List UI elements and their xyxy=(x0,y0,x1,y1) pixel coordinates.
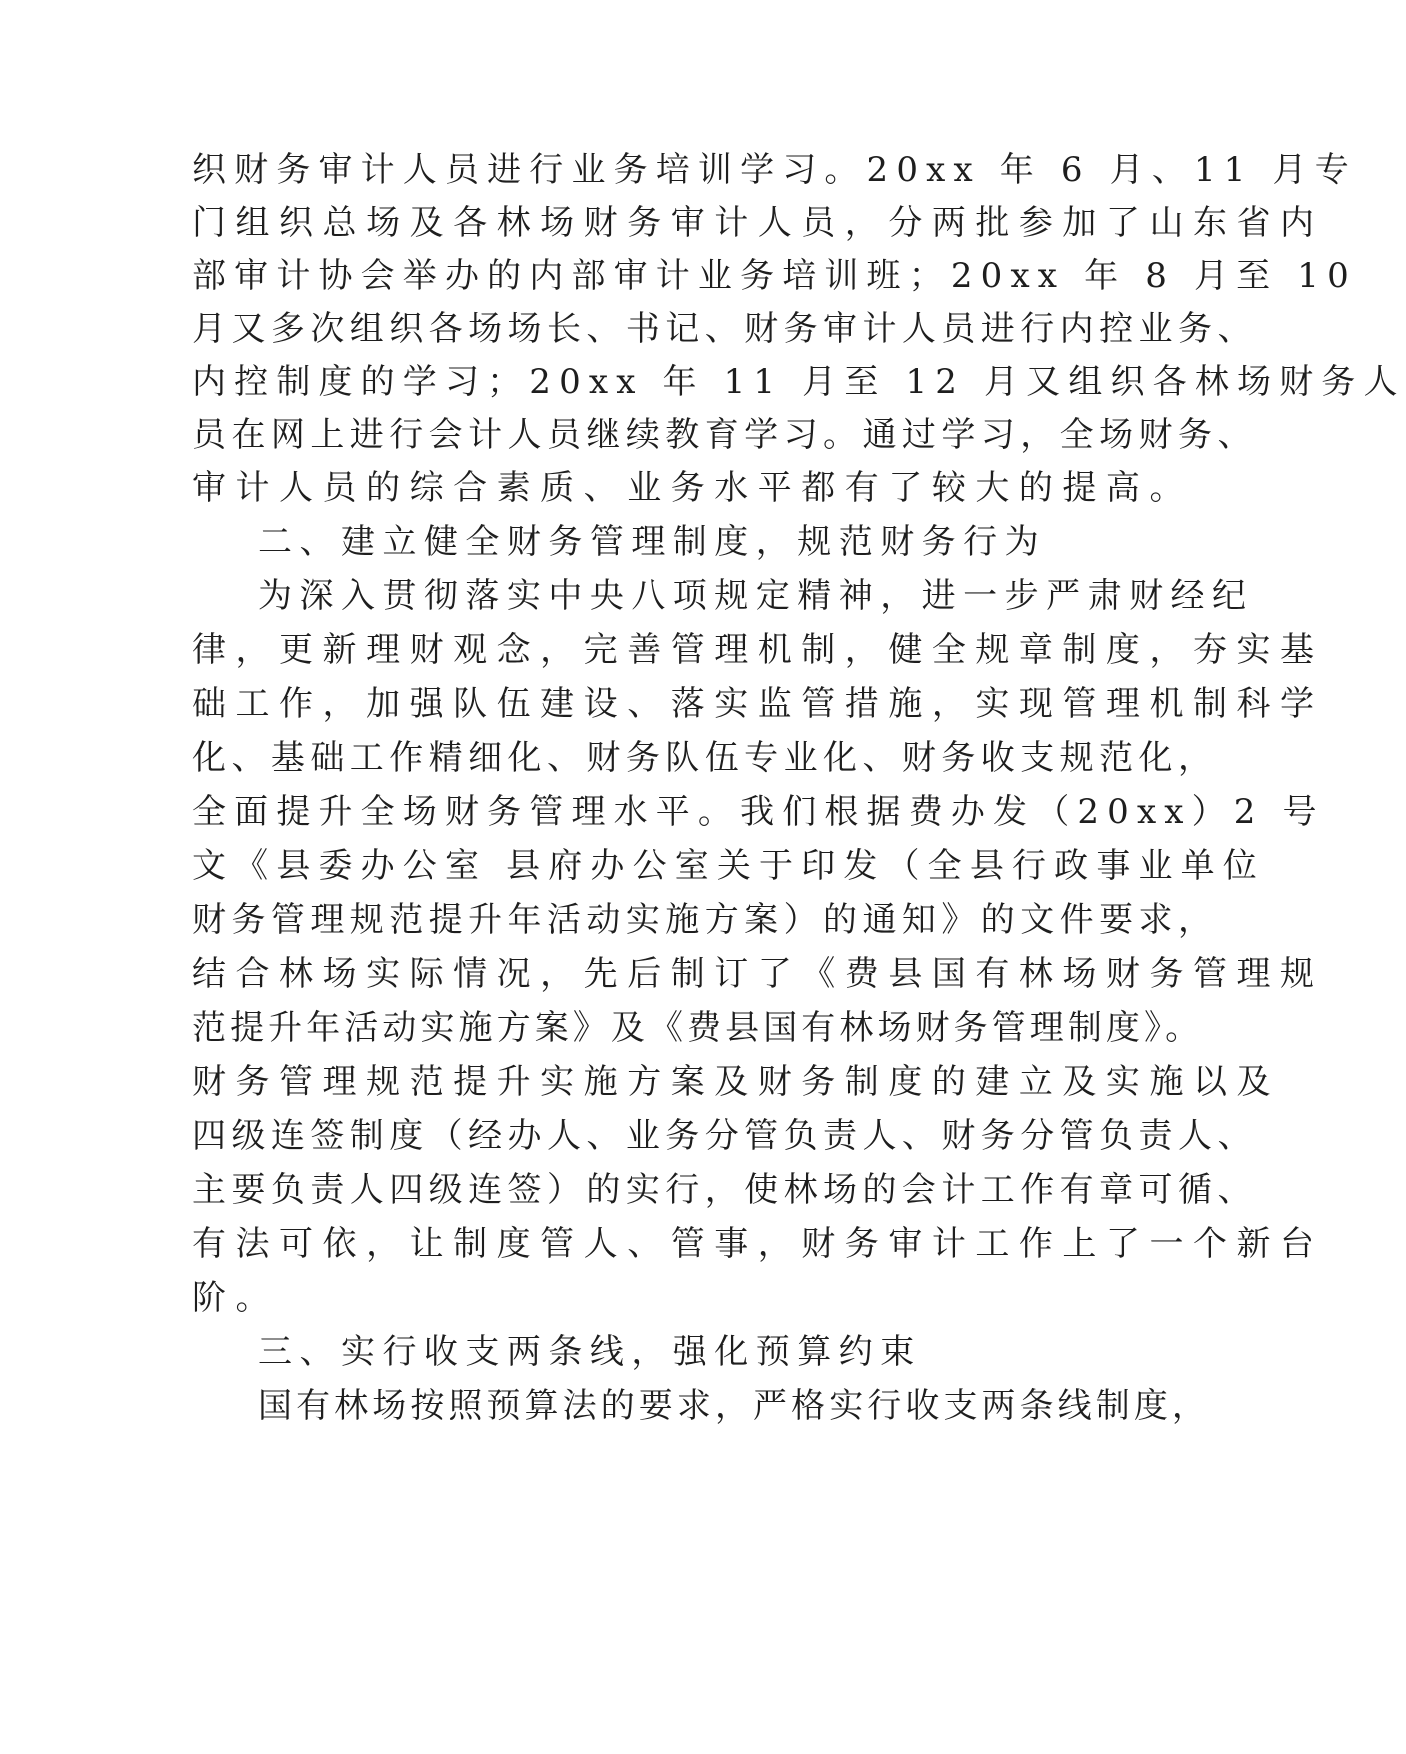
text-line: 为深入贯彻落实中央八项规定精神，进一步严肃财经纪 xyxy=(258,576,1254,616)
text-line: 门组织总场及各林场财务审计人员，分两批参加了山东省内 xyxy=(192,203,1324,243)
text-line: 全面提升全场财务管理水平。我们根据费办发（20xx）2 号 xyxy=(192,792,1325,832)
text-line: 财务管理规范提升实施方案及财务制度的建立及实施以及 xyxy=(192,1062,1280,1102)
text-line: 主要负责人四级连签）的实行，使林场的会计工作有章可循、 xyxy=(192,1170,1257,1210)
text-line: 文《县委办公室 县府办公室关于印发（全县行政事业单位 xyxy=(192,846,1265,886)
text-line: 律，更新理财观念，完善管理机制，健全规章制度，夯实基 xyxy=(192,630,1324,670)
text-line: 础工作，加强队伍建设、落实监管措施，实现管理机制科学 xyxy=(192,684,1324,724)
text-line: 审计人员的综合素质、业务水平都有了较大的提高。 xyxy=(192,468,1193,508)
section-heading: 二、建立健全财务管理制度，规范财务行为 xyxy=(258,522,1047,562)
text-line: 结合林场实际情况，先后制订了《费县国有林场财务管理规 xyxy=(192,954,1324,994)
text-line: 部审计协会举办的内部审计业务培训班；20xx 年 8 月至 10 xyxy=(192,256,1357,296)
text-line: 国有林场按照预算法的要求，严格实行收支两条线制度， xyxy=(258,1386,1210,1426)
text-line: 四级连签制度（经办人、业务分管负责人、财务分管负责人、 xyxy=(192,1116,1257,1156)
text-line: 财务管理规范提升年活动实施方案）的通知》的文件要求， xyxy=(192,900,1218,940)
text-line: 化、基础工作精细化、财务队伍专业化、财务收支规范化， xyxy=(192,738,1218,778)
text-line: 阶。 xyxy=(192,1278,280,1318)
text-line: 内控制度的学习；20xx 年 11 月至 12 月又组织各林场财务人 xyxy=(192,362,1406,402)
text-line: 有法可依，让制度管人、管事，财务审计工作上了一个新台 xyxy=(192,1224,1324,1264)
text-line: 范提升年活动实施方案》及《费县国有林场财务管理制度》。 xyxy=(192,1008,1204,1048)
section-heading: 三、实行收支两条线，强化预算约束 xyxy=(258,1332,922,1372)
text-line: 织财务审计人员进行业务培训学习。20xx 年 6 月、11 月专 xyxy=(192,150,1357,190)
text-line: 月又多次组织各场场长、书记、财务审计人员进行内控业务、 xyxy=(192,309,1257,349)
text-line: 员在网上进行会计人员继续教育学习。通过学习，全场财务、 xyxy=(192,415,1257,455)
